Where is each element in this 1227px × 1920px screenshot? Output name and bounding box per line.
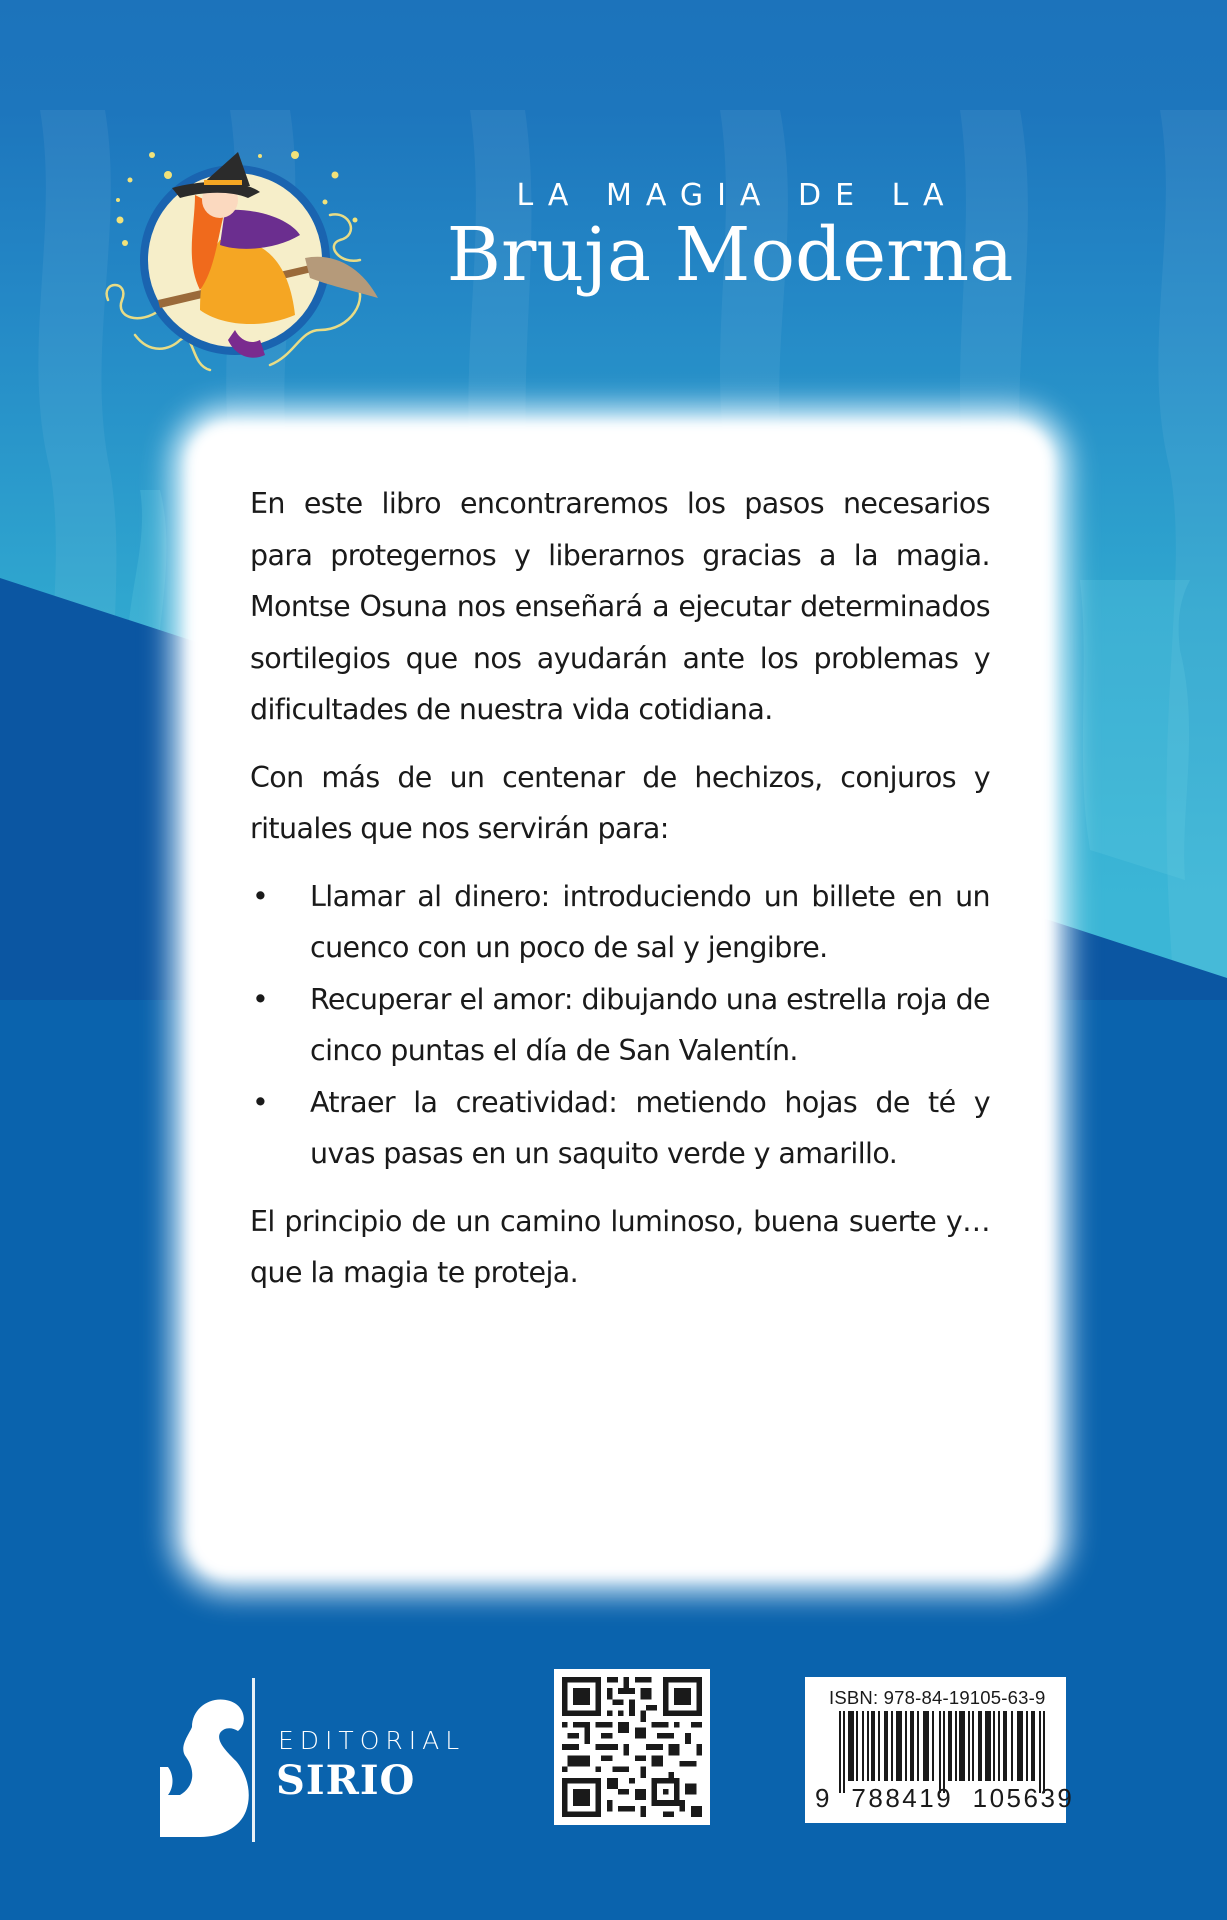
publisher-divider	[252, 1678, 255, 1842]
publisher-label: EDITORIAL	[278, 1726, 466, 1755]
isbn-barcode	[805, 1677, 1075, 1823]
list-item	[250, 871, 990, 974]
intro-paragraph: En este libro encontraremos los pasos necesarios para protegernos y liberarnos gracias a la magia. Montse Osuna nos enseñará a ejecutar determinados sortilegios que nos ayudarán ante los problemas y dificultades de nuestra vida cotidiana.	[250, 487, 990, 726]
barcode-icon	[839, 1711, 1049, 1793]
list-item-text: Atraer la creatividad: metiendo hojas de té y uvas pasas en un saquito verde y amarillo.	[310, 1085, 990, 1170]
bullet-icon: •	[252, 1085, 269, 1119]
list-intro-paragraph: Con más de un centenar de hechizos, conjuros y rituales que nos servirán para:	[250, 760, 990, 845]
bullet-icon: •	[252, 879, 269, 913]
description-text	[250, 478, 990, 1315]
bullet-icon: •	[252, 982, 269, 1016]
spell-list	[250, 871, 990, 1180]
barcode-digits: 9 788419 105639	[815, 1783, 1075, 1813]
closing-paragraph: El principio de un camino luminoso, buena suerte y… que la magia te proteja.	[250, 1204, 990, 1289]
list-item-text: Recuperar el amor: dibujando una estrella roja de cinco puntas el día de San Valentín.	[310, 982, 990, 1067]
series-prefix: LA MAGIA DE LA	[516, 178, 958, 213]
qr-code[interactable]	[554, 1669, 710, 1825]
isbn-label: ISBN: 978-84-19105-63-9	[829, 1687, 1046, 1708]
series-name: Bruja Moderna	[446, 212, 1014, 298]
list-item	[250, 974, 990, 1077]
witch-on-broom-moon-icon	[100, 140, 390, 380]
publisher-name: SIRIO	[276, 1757, 416, 1804]
series-title	[400, 178, 1060, 297]
list-item	[250, 1077, 990, 1180]
list-item-text: Llamar al dinero: introduciendo un billete en un cuenco con un poco de sal y jengibre.	[310, 879, 990, 964]
qr-code-icon	[562, 1677, 702, 1817]
